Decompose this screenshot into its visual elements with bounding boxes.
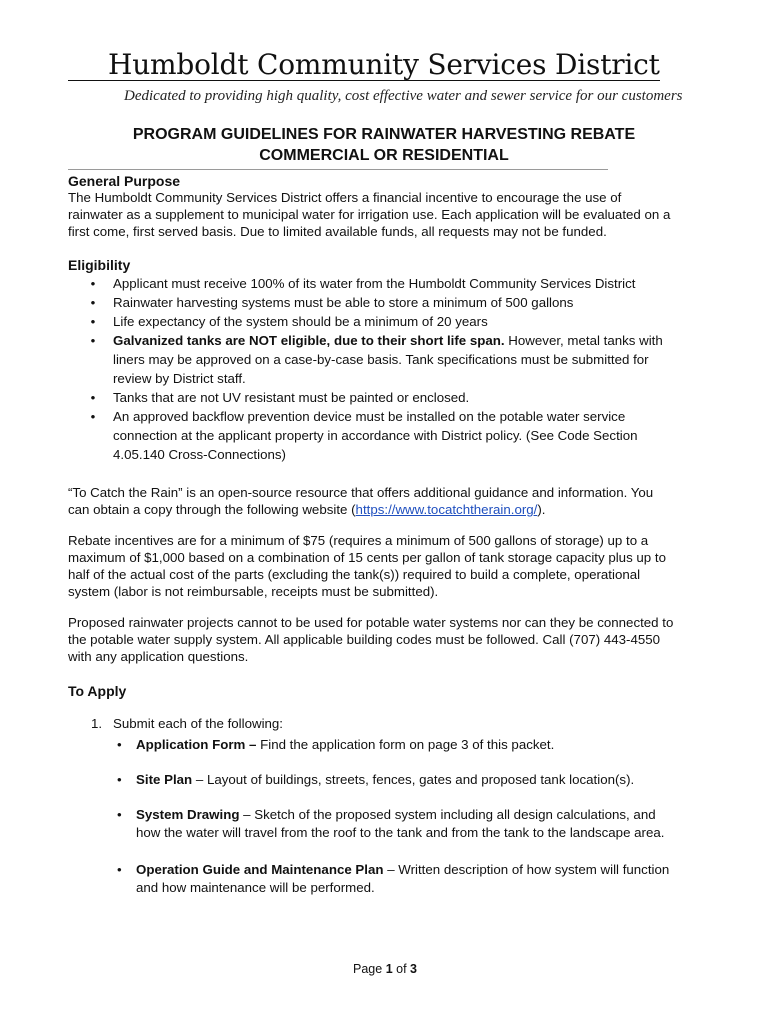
rebate-paragraph: [68, 532, 708, 600]
title-line-1: PROGRAM GUIDELINES FOR RAINWATER HARVESTING REBATE: [132, 126, 636, 143]
paragraph-line: system (labor is not reimbursable, receipts must be submitted).: [68, 584, 439, 599]
document-title: [68, 124, 700, 166]
list-item: • Rainwater harvesting systems must be able to store a minimum of 500 gallons: [88, 293, 708, 312]
to-apply-heading: To Apply: [68, 683, 127, 699]
paragraph-line: rainwater as a supplement to municipal water for irrigation use. Each application will be evaluated on a: [68, 207, 671, 222]
bullet-icon: •: [90, 295, 96, 310]
org-tagline: Dedicated to providing high quality, cost effective water and sewer service for our customers: [124, 88, 683, 104]
general-purpose-heading: General Purpose: [68, 173, 181, 189]
eligibility-list: [88, 274, 708, 464]
galvanized-warning: Galvanized tanks are NOT eligible, due to their short life span.: [113, 333, 505, 348]
page-footer: Page 1 of 3: [353, 962, 417, 976]
bullet-icon: •: [117, 737, 122, 752]
paragraph-line: first come, first served basis. Due to limited available funds, all requests may not be funded.: [68, 224, 607, 239]
bullet-icon: •: [90, 314, 96, 329]
bullet-icon: •: [117, 772, 122, 787]
catch-rain-paragraph: “To Catch the Rain” is an open-source resource that offers additional guidance and information. You can obtain a copy through the following website (https://www.tocatchtherain.org/).: [68, 485, 654, 517]
paragraph-line: Rebate incentives are for a minimum of $75 (requires a minimum of 500 gallons of storage) up to a: [68, 533, 649, 548]
eligibility-heading: Eligibility: [68, 257, 131, 273]
paragraph-line: maximum of $1,000 based on a combination of 15 cents per gallon of tank storage capacity plus up to: [68, 550, 666, 565]
page-total: 3: [410, 962, 417, 976]
proposed-paragraph: [68, 614, 708, 665]
paragraph-line: The Humboldt Community Services District offers a financial incentive to encourage the use of: [68, 190, 622, 205]
general-purpose-paragraph: [68, 189, 708, 240]
bullet-icon: •: [117, 807, 122, 822]
bullet-icon: •: [90, 276, 96, 291]
title-divider: [68, 169, 608, 170]
list-item: • Life expectancy of the system should be a minimum of 20 years: [88, 312, 708, 331]
org-name: Humboldt Community Services District: [108, 48, 660, 81]
paragraph-line: half of the actual cost of the parts (excluding the tank(s)) required to build a complete, operational: [68, 567, 641, 582]
list-item: • An approved backflow prevention device must be installed on the potable water service connection at the applicant property in accordance with District policy. (See Code Section 4.05.140 Cross-Connections): [88, 407, 708, 464]
tocatchtherain-link[interactable]: https://www.tocatchtherain.org/: [355, 502, 538, 517]
paragraph-line: the potable water supply system. All applicable building codes must be followed. Call (707) 443-4550: [68, 632, 661, 647]
bullet-icon: •: [90, 409, 96, 424]
list-item: • Applicant must receive 100% of its water from the Humboldt Community Services District: [88, 274, 708, 293]
bullet-icon: •: [90, 390, 96, 405]
page-number: 1: [385, 962, 393, 976]
title-line-2: COMMERCIAL OR RESIDENTIAL: [259, 147, 509, 164]
paragraph-line: with any application questions.: [68, 649, 249, 664]
list-item: • Galvanized tanks are NOT eligible, due to their short life span. However, metal tanks with liners may be approved on a case-by-case basis. Tank specifications must be submitted for review by District staff.: [88, 331, 708, 388]
bullet-icon: •: [90, 333, 96, 348]
header-divider: [68, 80, 660, 81]
list-item: • Tanks that are not UV resistant must be painted or enclosed.: [88, 388, 708, 407]
bullet-icon: •: [117, 862, 122, 877]
step-text: Submit each of the following:: [113, 716, 284, 731]
step-number: 1.: [91, 716, 103, 731]
document-page: Humboldt Community Services District Dedicated to providing high quality, cost effective water and sewer service for our customers PROGRAM GUIDELINES FOR RAINWATER HARVESTING REBATE COMMERCIAL OR RESIDENTIAL General Purpose The Humboldt Community Services District offers a financial incentive to encourage the use of rainwater as a supplement to municipal water for irrigation use. Each application will be evaluated on a first come, first served basis. Due to limited available funds, all requests may not be funded. Eligibility • Applicant must receive 100% of its water from the Humboldt Community Services District • Rainwater harvesting systems must be able to store a minimum of 500 gallons • Life expectancy of the system should be a minimum of 20 years • Galvanized tanks are NOT eligible, due to their short life span. However, metal tanks with liners may be approved on a case-by-case basis. Tank specifications must be submitted for review by District staff. • Tanks that are not UV resistant must be painted or enclosed. • An approved backflow prevention device must be installed on the potable water service connection at the applicant property in accordance with District policy. (See Code Section 4.05.140 Cross-Connections) “To Catch the Rain” is an open-source resource that offers additional guidance and information. You can obtain a copy through the following website (https://www.tocatchtherain.org/). Rebate incentives are for a minimum of $75 (requires a minimum of 500 gallons of storage) up to a maximum of $1,000 based on a combination of 15 cents per gallon of tank storage capacity plus up to half of the actual cost of the parts (excluding the tank(s)) required to build a complete, operational system (labor is not reimbursable, receipts must be submitted). Proposed rainwater projects cannot to be used for potable water systems nor can they be connected to the potable water supply system. All applicable building codes must be followed. Call (707) 443-4550 with any application questions. To Apply 1. Submit each of the following: • Application Form – Find the application form on page 3 of this packet. • Site Plan – Layout of buildings, streets, fences, gates and proposed tank location(s). • System Drawing – Sketch of the proposed system including all design calculations, and how the water will travel from the roof to the tank and from the tank to the landscape area. • Operation Guide and Maintenance Plan – Written description of how system will function and how maintenance will be performed. Page 1 of 3: [0, 0, 770, 1024]
paragraph-line: Proposed rainwater projects cannot to be used for potable water systems nor can they be connected to: [68, 615, 674, 630]
